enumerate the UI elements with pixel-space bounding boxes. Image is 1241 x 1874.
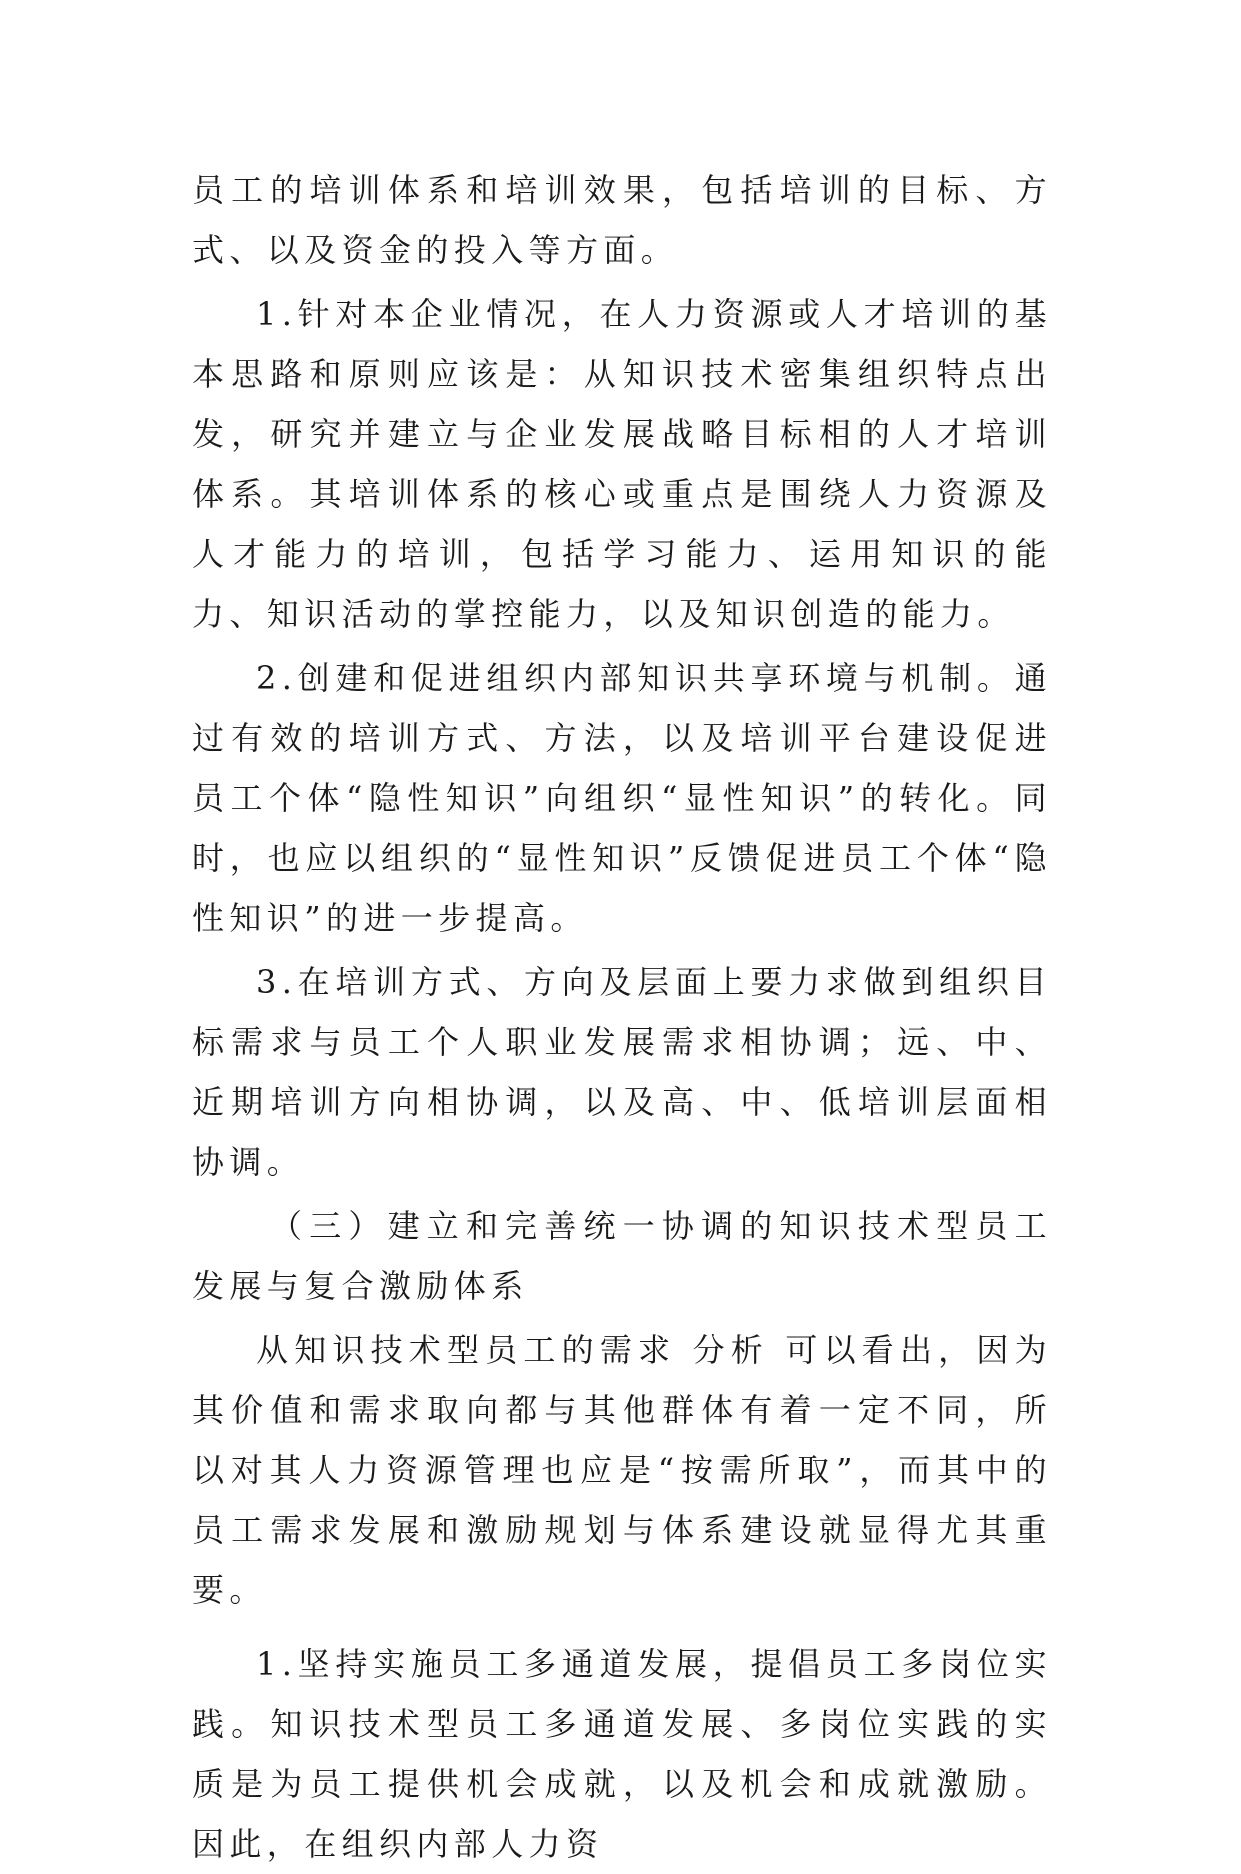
- paragraph-training-scope: 员工的培训体系和培训效果，包括培训的目标、方式、以及资金的投入等方面。: [192, 171, 1052, 269]
- paragraph-multi-channel-development: 1.坚持实施员工多通道发展，提倡员工多岗位实践。知识技术型员工多通道发展、多岗位实践的实质是为员工提供机会成就，以及机会和成就激励。因此，在组织内部人力资: [192, 1645, 1052, 1863]
- document-page: [192, 160, 1052, 1874]
- section-heading-incentive-system: （三）建立和完善统一协调的知识技术型员工发展与复合激励体系: [192, 1207, 1052, 1305]
- paragraph-training-coordination: 3.在培训方式、方向及层面上要力求做到组织目标需求与员工个人职业发展需求相协调；远、中、近期培训方向相协调，以及高、中、低培训层面相协调。: [192, 963, 1052, 1181]
- paragraph-employee-needs: 从知识技术型员工的需求 分析 可以看出，因为其价值和需求取向都与其他群体有着一定不同，所以对其人力资源管理也应是“按需所取”，而其中的员工需求发展和激励规划与体系建设就显得尤其重要。: [192, 1331, 1052, 1609]
- paragraph-training-principles: 1.针对本企业情况，在人力资源或人才培训的基本思路和原则应该是：从知识技术密集组织特点出发，研究并建立与企业发展战略目标相的人才培训体系。其培训体系的核心或重点是围绕人力资源及人才能力的培训，包括学习能力、运用知识的能力、知识活动的掌控能力，以及知识创造的能力。: [192, 295, 1052, 633]
- paragraph-knowledge-sharing: 2.创建和促进组织内部知识共享环境与机制。通过有效的培训方式、方法，以及培训平台建设促进员工个体“隐性知识”向组织“显性知识”的转化。同时，也应以组织的“显性知识”反馈促进员工个体“隐性知识”的进一步提高。: [192, 659, 1052, 937]
